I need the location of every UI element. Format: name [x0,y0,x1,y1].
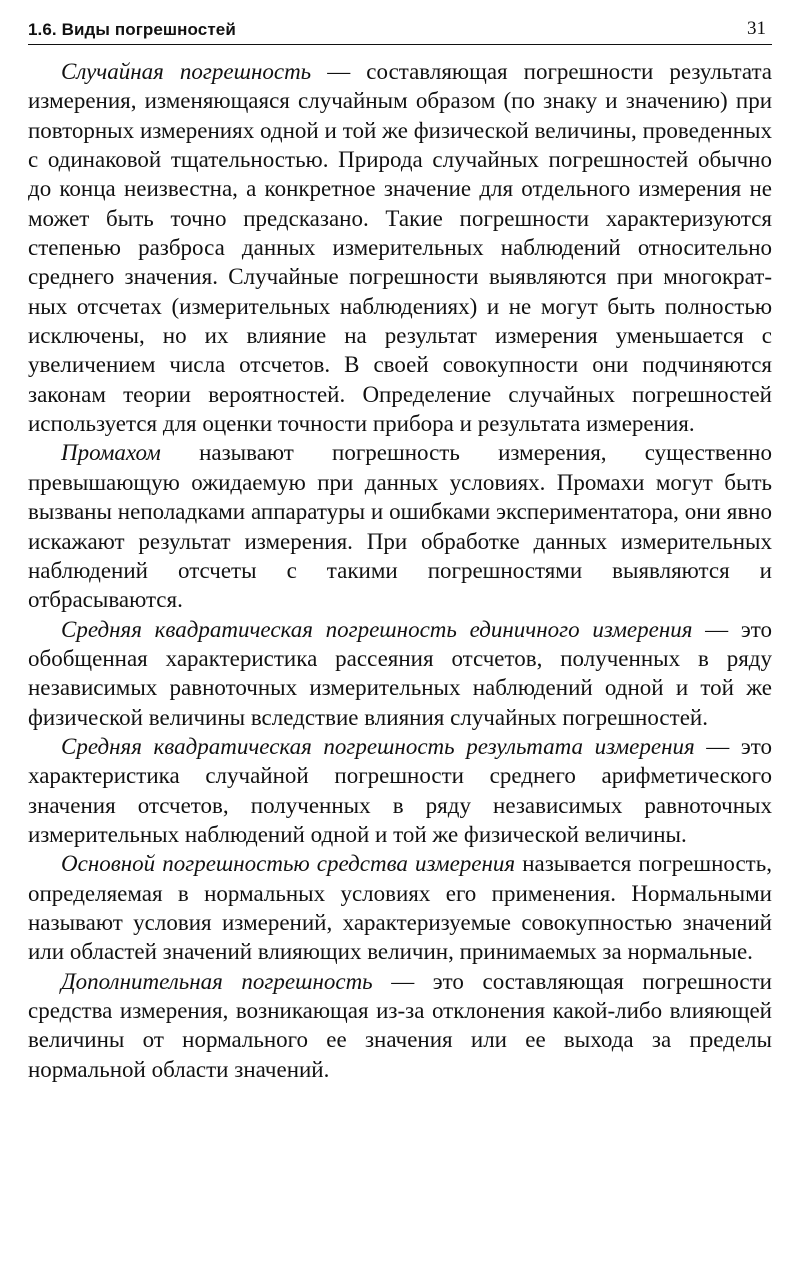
paragraph-basic-error [28,849,772,966]
term-single-measurement-rms: Средняя квадратическая погрешность единичного измерения [61,616,693,642]
paragraph-single-measurement-rms [28,615,772,732]
section-title: 1.6. Виды погрешностей [28,20,236,39]
running-header [28,12,772,45]
paragraph-result-rms [28,732,772,849]
term-random-error: Случайная погрешность [61,59,312,84]
paragraph-additional-error [28,967,772,1084]
paragraph-text: называется погрешность, определяемая в нормальных условиях его применения. Нормальными называют условия измерений, характеризуемые совокупностью значений или областей значений влияющих величин, принимаемых за нормальные. [28,851,772,965]
term-additional-error: Дополнительная погрешность [61,968,373,994]
page-number: 31 [747,18,766,39]
paragraph-random-error [28,57,772,438]
paragraph-gross-error [28,438,772,614]
term-result-rms: Средняя квадратическая погрешность результата измерения [61,733,695,759]
paragraph-text: — это обобщенная характеристика рассеяния отсчетов, полученных в ряду независимых равноточных измерительных наблюдений одной и той же физической величины вследствие влияния случайных погрешностей. [28,616,772,730]
term-basic-error: Основной погрешностью средства измерения [61,851,516,877]
paragraph-text: — составляющая погрешности результата измерения, изменяющаяся случайным образом (по знаку и значению) при повторных измерениях одной и той же физической величины, проведенных с одинаковой тщательностью. Природа случайных погрешностей обычно до конца неизвестна, а конкретное значение для отдельного измерения не может быть точно предсказано. Такие погрешности характеризуются степенью разброса данных измерительных наблюдений относительно среднего значения. Случайные погрешности выявляются при многократных отсчетах (измерительных наблюдениях) и не могут быть полностью исключены, но их влияние на результат измерения уменьшается с увеличением числа отсчетов. В своей совокупности они подчиняются законам теории вероятностей. Определение случайных погрешностей используется для оценки точности прибора и результата измерения. [28,59,772,437]
body-text [28,57,772,1084]
term-gross-error: Промахом [61,440,161,466]
paragraph-text: — это характеристика случайной погрешности среднего арифметического значения отсчетов, полученных в ряду независимых равноточных измерительных наблюдений одной и той же физической величины. [28,733,772,847]
paragraph-text: — это составляющая погрешности средства измерения, возникающая из-за отклонения какой-либо влияющей величины от нормального ее значения или ее выхода за пределы нормальной области значений. [28,968,772,1082]
paragraph-text: называют погрешность измерения, существенно превышающую ожидаемую при данных условиях. Промахи могут быть вызваны неполадками аппаратуры и ошибками экспериментатора, они явно искажают результат измерения. При обработке данных измерительных наблюдений отсчеты с такими погрешностями выявляются и отбрасываются. [28,440,772,613]
